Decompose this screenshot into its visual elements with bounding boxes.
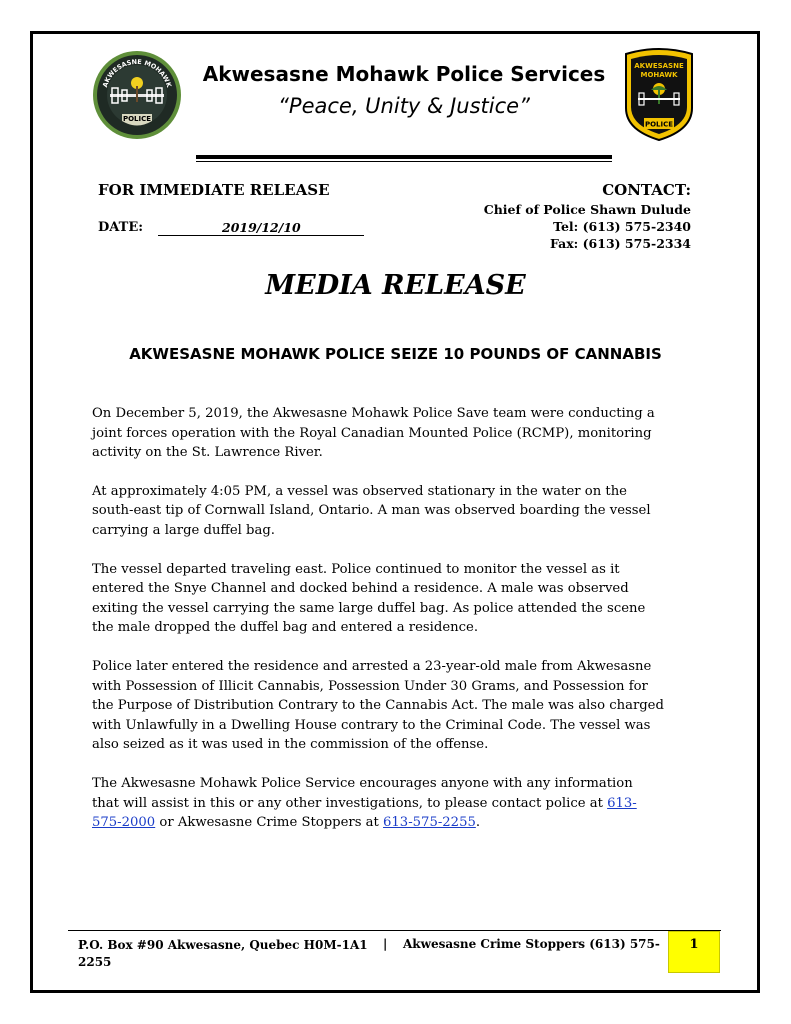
logo-right-bottom-text: POLICE (644, 120, 674, 129)
release-label: FOR IMMEDIATE RELEASE (98, 181, 330, 199)
footer-address-line1: P.O. Box #90 Akwesasne, Quebec H0M-1A1 (78, 938, 368, 952)
police-emblem-round-icon (92, 50, 182, 140)
paragraph-5 (92, 774, 712, 833)
paragraph-line: with Possession of Illicit Cannabis, Possession Under 30 Grams, and Possession for (92, 678, 648, 694)
release-body (92, 404, 712, 852)
headline: AKWESASNE MOHAWK POLICE SEIZE 10 POUNDS OF CANNABIS (129, 345, 662, 363)
contact-label: CONTACT: (602, 181, 691, 199)
paragraph-line: or Akwesasne Crime Stoppers at (155, 815, 384, 831)
paragraph-1 (92, 404, 712, 463)
footer-crime-stoppers: Akwesasne Crime Stoppers (613) 575- (403, 937, 660, 951)
document-title: MEDIA RELEASE (265, 270, 526, 301)
footer-separator: | (383, 937, 388, 951)
paragraph-line: with Unlawfully in a Dwelling House contrary to the Criminal Code. The vessel was (92, 717, 651, 733)
footer-address (78, 937, 368, 971)
paragraph-line: carrying a large duffel bag. (92, 522, 275, 538)
footer-address-line2: 2255 (78, 955, 112, 969)
page-number: 1 (668, 931, 720, 973)
paragraph-3 (92, 560, 712, 638)
paragraph-line: entered the Snye Channel and docked behind a residence. A male was observed (92, 581, 629, 597)
police-phone-link-continued[interactable]: 575-2000 (92, 815, 156, 831)
paragraph-4 (92, 657, 712, 755)
contact-details (484, 201, 691, 252)
footer-divider (68, 930, 721, 931)
contact-name: Chief of Police Shawn Dulude (483, 202, 691, 217)
organization-motto: “Peace, Unity & Justice” (278, 94, 530, 118)
header-divider (196, 155, 612, 159)
logo-right-mid-text: MOHAWK (640, 71, 678, 79)
police-phone-link[interactable]: 613- (607, 795, 637, 811)
header-divider-thin (196, 161, 612, 162)
paragraph-line: also seized as it was used in the commission of the offense. (92, 737, 489, 753)
paragraph-line: The vessel departed traveling east. Police continued to monitor the vessel as it (92, 561, 620, 577)
paragraph-line: south-east tip of Cornwall Island, Ontario. A man was observed boarding the vessel (92, 503, 651, 519)
date-label: DATE: (98, 220, 144, 235)
organization-name: Akwesasne Mohawk Police Services (202, 62, 606, 86)
logo-left-top-text: AKWESASNE MOHAWK (101, 57, 173, 89)
paragraph-line: Police later entered the residence and arrested a 23-year-old male from Akwesasne (92, 658, 652, 674)
paragraph-2 (92, 482, 712, 541)
crime-stoppers-phone-link[interactable]: 613-575-2255 (383, 815, 476, 831)
contact-fax: Fax: (613) 575-2334 (549, 236, 691, 251)
paragraph-line: the Purpose of Distribution Contrary to the Cannabis Act. The male was also charged (92, 698, 664, 714)
paragraph-line: exiting the vessel carrying the same large duffel bag. As police attended the scene (92, 600, 646, 616)
logo-right-top-text: AKWESASNE (634, 62, 684, 70)
paragraph-line: activity on the St. Lawrence River. (92, 445, 323, 461)
paragraph-line: the male dropped the duffel bag and entered a residence. (92, 620, 479, 636)
contact-tel: Tel: (613) 575-2340 (553, 219, 691, 234)
logo-left-bottom-text: POLICE (122, 115, 152, 123)
paragraph-line: At approximately 4:05 PM, a vessel was observed stationary in the water on the (92, 483, 627, 499)
paragraph-line: On December 5, 2019, the Akwesasne Mohawk Police Save team were conducting a (92, 406, 655, 421)
paragraph-line: that will assist in this or any other investigations, to please contact police at (92, 795, 608, 811)
paragraph-line: The Akwesasne Mohawk Police Service encourages anyone with any information (92, 775, 633, 791)
date-value: 2019/12/10 (158, 220, 364, 236)
paragraph-line: joint forces operation with the Royal Canadian Mounted Police (RCMP), monitoring (92, 425, 652, 441)
paragraph-end: . (475, 815, 481, 831)
police-badge-shield-icon (620, 46, 698, 142)
